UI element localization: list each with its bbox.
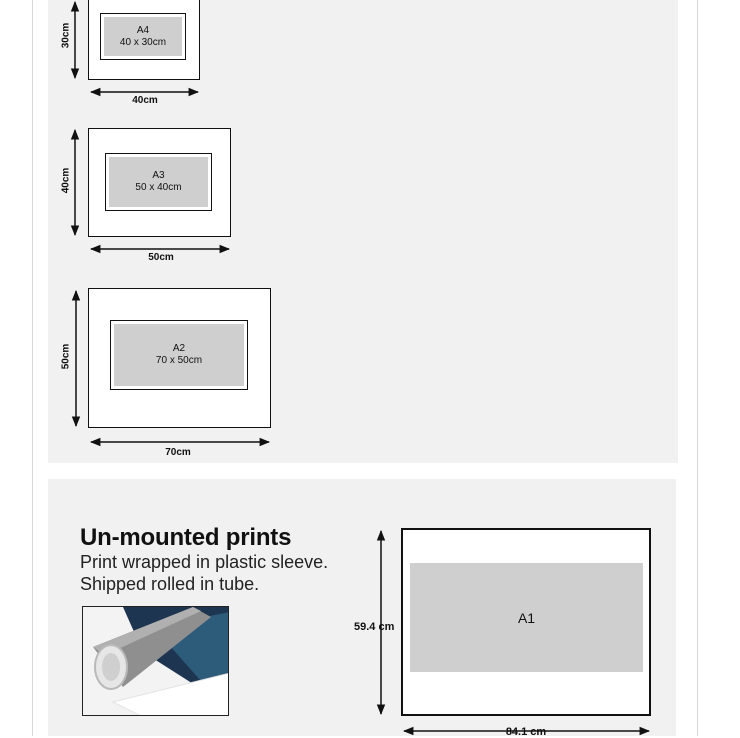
- a2-height-label: 50cm: [60, 343, 72, 370]
- a4-width-label: 40cm: [132, 95, 158, 106]
- a3-height-label: 40cm: [60, 167, 72, 194]
- a3-width-label: 50cm: [148, 252, 174, 263]
- a2-width-label: 70cm: [165, 447, 191, 458]
- unmounted-title: Un-mounted prints: [80, 524, 292, 551]
- a4-size-name: A4: [136, 24, 150, 36]
- a3-size-dims: 50 x 40cm: [135, 182, 182, 193]
- a3-size-name: A3: [152, 170, 165, 181]
- a2-size-name: A2: [172, 343, 186, 354]
- unmounted-description-line1: Print wrapped in plastic sleeve.: [80, 552, 329, 572]
- unmounted-description-line2: Shipped rolled in tube.: [80, 574, 260, 594]
- a1-height-label: 59.4 cm: [354, 621, 395, 633]
- a4-height-label: 30cm: [60, 22, 72, 49]
- a2-size-dims: 70 x 50cm: [155, 355, 203, 366]
- a4-size-dims: 40 x 30cm: [119, 36, 167, 48]
- a1-size-name: A1: [517, 609, 536, 626]
- a1-width-label: 84.1 cm: [505, 726, 547, 738]
